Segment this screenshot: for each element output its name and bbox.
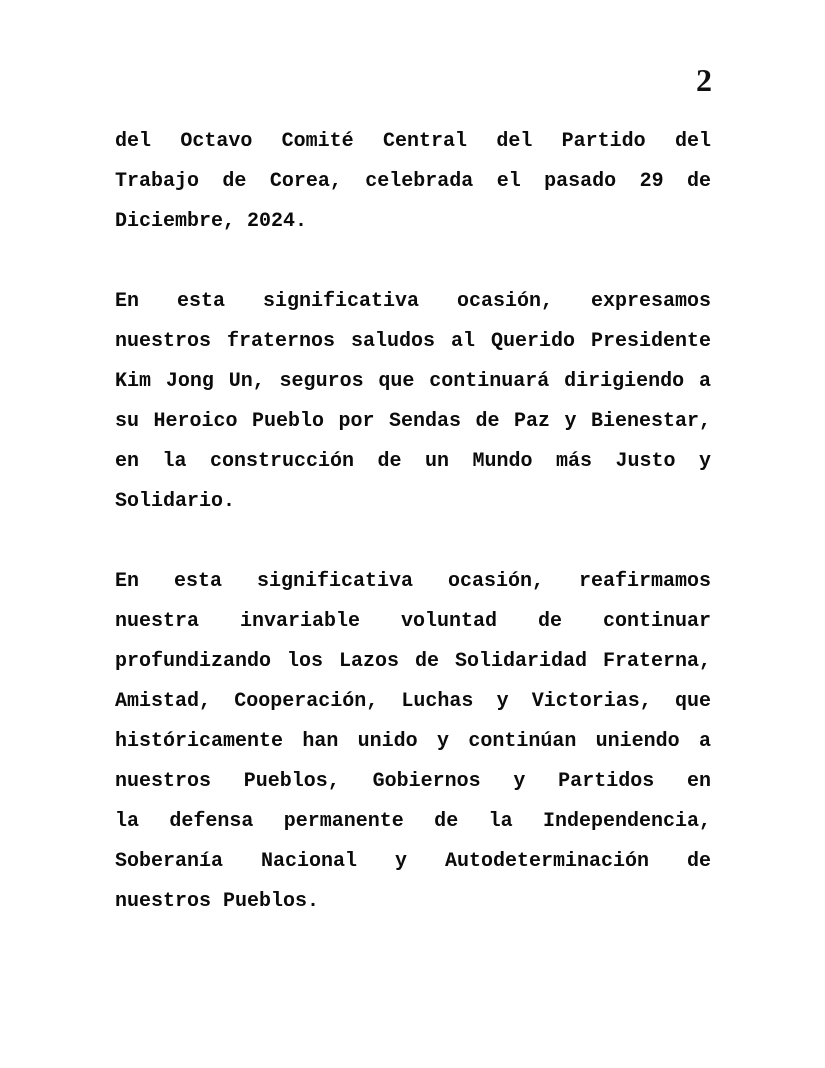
text-line: su Heroico Pueblo por Sendas de Paz y Bienestar, <box>115 410 711 433</box>
paragraph <box>115 122 711 242</box>
document-body <box>115 122 711 962</box>
text-line: Diciembre, 2024. <box>115 210 308 233</box>
text-line: nuestros fraternos saludos al Querido Presidente <box>115 330 711 353</box>
text-line: históricamente han unido y continúan uniendo a <box>115 730 711 753</box>
text-line: Amistad, Cooperación, Luchas y Victorias, que <box>115 690 711 713</box>
text-line: En esta significativa ocasión, reafirmamos <box>115 570 711 593</box>
text-line: Kim Jong Un, seguros que continuará dirigiendo a <box>115 370 711 393</box>
paragraph <box>115 282 711 522</box>
text-line: En esta significativa ocasión, expresamos <box>115 290 711 313</box>
text-line: Soberanía Nacional y Autodeterminación de <box>115 850 711 873</box>
paragraph <box>115 562 711 922</box>
text-line: Trabajo de Corea, celebrada el pasado 29 de <box>115 170 711 193</box>
page-number: 2 <box>696 62 712 98</box>
text-line: en la construcción de un Mundo más Justo y <box>115 450 711 473</box>
text-line: Solidario. <box>115 490 236 513</box>
text-line: del Octavo Comité Central del Partido del <box>115 130 711 153</box>
text-line: nuestra invariable voluntad de continuar <box>115 610 711 633</box>
text-line: nuestros Pueblos, Gobiernos y Partidos en <box>115 770 711 793</box>
text-line: profundizando los Lazos de Solidaridad Fraterna, <box>115 650 711 673</box>
text-line: nuestros Pueblos. <box>115 890 320 913</box>
text-line: la defensa permanente de la Independencia, <box>115 810 711 833</box>
